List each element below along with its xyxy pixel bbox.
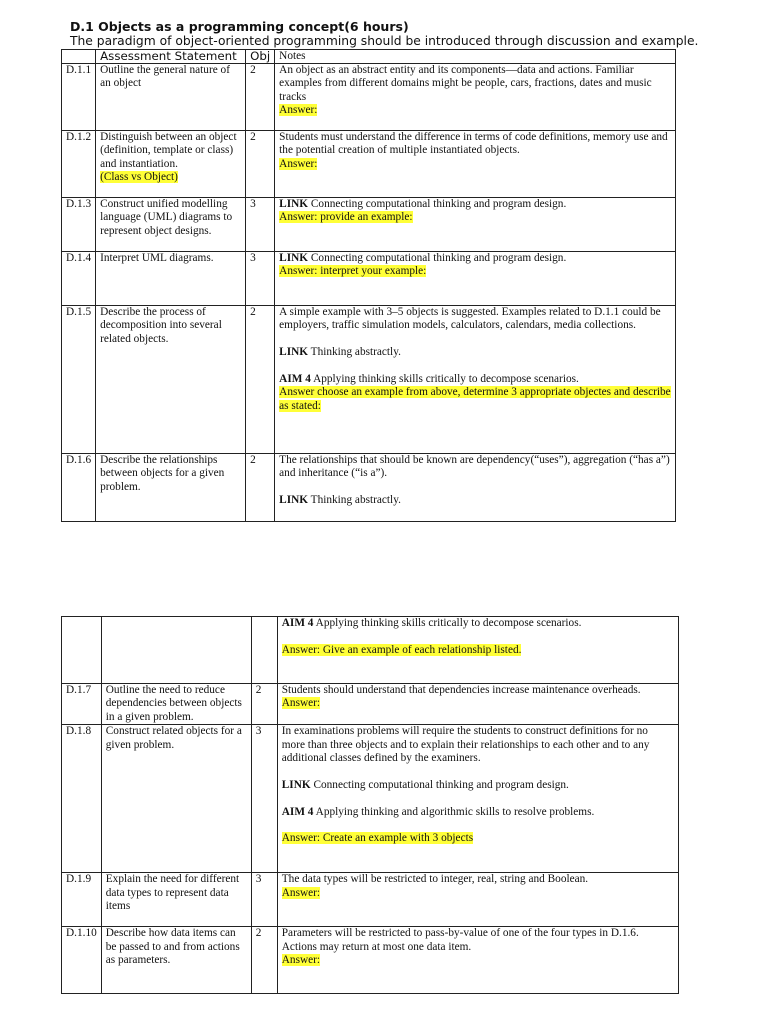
row-notes	[277, 873, 678, 927]
table-row	[62, 64, 676, 131]
row-obj: 3	[251, 873, 277, 927]
row-obj: 3	[246, 252, 275, 306]
row-obj: 2	[246, 306, 275, 454]
notes-text: A simple example with 3–5 objects is suggested. Examples related to D.1.1 could be employers, traffic simulation models, calculators, calendars, media collections.	[279, 306, 661, 332]
table-row	[62, 927, 679, 994]
answer-label: Answer choose an example from above, determine 3 appropriate objectes and describe as stated:	[279, 386, 671, 412]
header-obj: Obj	[246, 50, 275, 64]
table-row	[62, 131, 676, 198]
answer-label: Answer:	[281, 954, 321, 967]
statement-text: Distinguish between an object (definition, template or class) and instantiation.	[100, 131, 237, 170]
table-header-row	[62, 50, 676, 64]
row-obj: 2	[251, 684, 277, 725]
row-notes	[277, 927, 678, 994]
link-label: LINK	[281, 778, 311, 791]
aim-label: AIM 4	[281, 617, 314, 629]
answer-label: Answer: provide an example:	[279, 211, 413, 224]
row-statement	[96, 131, 246, 198]
link-text: Connecting computational thinking and program design.	[310, 778, 569, 791]
row-statement: Describe how data items can be passed to and from actions as parameters.	[101, 927, 251, 994]
section-intro: The paradigm of object-oriented programming should be introduced through discussion and example.	[70, 34, 699, 48]
header-assessment-statement: Assessment Statement	[96, 50, 246, 64]
table-row	[62, 252, 676, 306]
row-notes	[275, 306, 676, 454]
row-notes	[275, 64, 676, 131]
table-row	[62, 684, 679, 725]
row-statement: Construct related objects for a given problem.	[101, 725, 251, 873]
row-notes	[277, 617, 678, 684]
row-id: D.1.9	[62, 873, 102, 927]
row-obj: 2	[251, 927, 277, 994]
answer-label: Answer:	[279, 157, 318, 170]
row-id: D.1.4	[62, 252, 96, 306]
link-text: Thinking abstractly.	[308, 494, 401, 507]
row-statement: Interpret UML diagrams.	[96, 252, 246, 306]
notes-text: Students should understand that dependencies increase maintenance overheads.	[281, 684, 641, 696]
assessment-table-page-1	[61, 49, 676, 522]
link-text: Thinking abstractly.	[308, 346, 401, 359]
row-id	[62, 617, 102, 684]
aim-text: Applying thinking and algorithmic skills to resolve problems.	[313, 805, 595, 818]
row-statement: Describe the process of decomposition into several related objects.	[96, 306, 246, 454]
link-label: LINK	[279, 494, 309, 507]
section-title: D.1 Objects as a programming concept(6 hours)	[70, 19, 409, 34]
row-id: D.1.6	[62, 454, 96, 522]
row-notes	[275, 252, 676, 306]
answer-label: Answer: interpret your example:	[279, 265, 427, 278]
link-label: LINK	[279, 252, 309, 264]
row-statement	[101, 617, 251, 684]
link-label: LINK	[279, 346, 309, 359]
aim-text: Applying thinking skills critically to decompose scenarios.	[313, 617, 582, 629]
assessment-table-page-2	[61, 616, 679, 994]
aim-text: Applying thinking skills critically to decompose scenarios.	[310, 373, 579, 385]
row-id: D.1.1	[62, 64, 96, 131]
row-notes	[275, 131, 676, 198]
row-statement: Explain the need for different data types to represent data items	[101, 873, 251, 927]
row-id: D.1.7	[62, 684, 102, 725]
answer-label: Answer:	[281, 697, 321, 710]
table-row	[62, 617, 679, 684]
answer-label: Answer: Create an example with 3 objects	[281, 832, 474, 845]
aim-label: AIM 4	[281, 805, 314, 818]
notes-text: Connecting computational thinking and program design.	[308, 252, 567, 264]
row-notes	[277, 684, 678, 725]
notes-text: In examinations problems will require the students to construct definitions for no more than three objects and to explain their relationships to each other and to any additional classes defined by the examiners.	[281, 725, 650, 765]
row-id: D.1.10	[62, 927, 102, 994]
answer-label: Answer: Give an example of each relationship listed.	[281, 643, 522, 656]
table-row	[62, 198, 676, 252]
notes-text: The relationships that should be known are dependency(“uses”), aggregation (“has a”) and inheritance (“is a”).	[279, 454, 670, 480]
row-id: D.1.2	[62, 131, 96, 198]
table-row	[62, 725, 679, 873]
notes-text: Parameters will be restricted to pass-by-value of one of the four types in D.1.6. Actions may return at most one data item.	[281, 927, 639, 953]
aim-label: AIM 4	[279, 373, 311, 385]
table-row	[62, 873, 679, 927]
table-row	[62, 306, 676, 454]
table-row	[62, 454, 676, 522]
row-statement: Describe the relationships between objects for a given problem.	[96, 454, 246, 522]
row-notes	[277, 725, 678, 873]
row-obj: 3	[246, 198, 275, 252]
header-notes: Notes	[275, 50, 676, 64]
notes-text: The data types will be restricted to integer, real, string and Boolean.	[281, 873, 589, 886]
answer-label: Answer:	[281, 886, 321, 899]
row-obj: 3	[251, 725, 277, 873]
row-statement: Outline the general nature of an object	[96, 64, 246, 131]
row-statement: Outline the need to reduce dependencies between objects in a given problem.	[101, 684, 251, 725]
row-obj	[251, 617, 277, 684]
link-label: LINK	[279, 198, 309, 210]
header-id	[62, 50, 96, 64]
notes-text: An object as an abstract entity and its components—data and actions. Familiar examples from different domains might be people, cars, fractions, dates and music tracks	[279, 64, 652, 103]
answer-label: Answer:	[279, 104, 318, 117]
row-notes	[275, 454, 676, 522]
row-obj: 2	[246, 454, 275, 522]
row-id: D.1.5	[62, 306, 96, 454]
statement-highlight: (Class vs Object)	[100, 171, 178, 184]
notes-text: Students must understand the difference in terms of code definitions, memory use and the potential creation of multiple instantiated objects.	[279, 131, 668, 157]
row-obj: 2	[246, 64, 275, 131]
row-id: D.1.3	[62, 198, 96, 252]
row-notes	[275, 198, 676, 252]
row-obj: 2	[246, 131, 275, 198]
row-statement: Construct unified modelling language (UML) diagrams to represent object designs.	[96, 198, 246, 252]
notes-text: Connecting computational thinking and program design.	[308, 198, 567, 210]
row-id: D.1.8	[62, 725, 102, 873]
